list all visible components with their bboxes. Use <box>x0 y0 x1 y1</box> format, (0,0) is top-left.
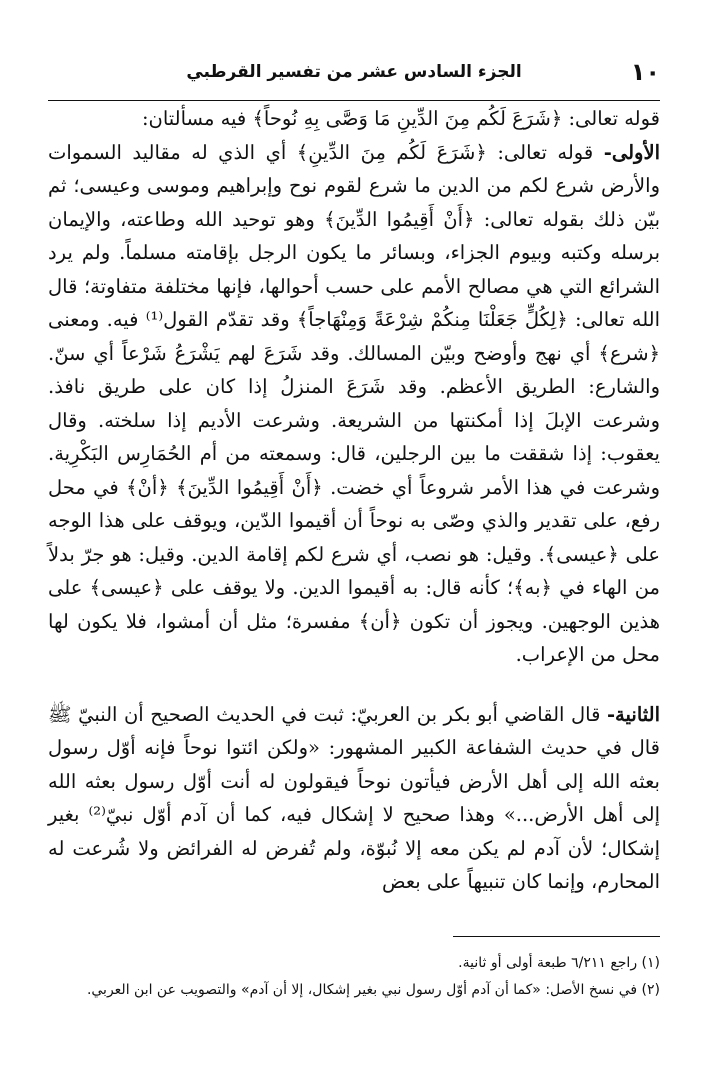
second-issue-paragraph <box>48 698 660 899</box>
footnote-1: (١) راجع ٦/٢١١ طبعة أولى أو ثانية. <box>458 955 660 971</box>
first-issue-paragraph <box>48 136 660 672</box>
first-issue-text: قوله تعالى: ﴿شَرَعَ لَكُم مِنَ الدِّينِ﴾ أي الذي له مقاليد السموات والأرض شرع لكم من الدين ما شرع لقوم نوح وإبراهيم وموسى وعيسى؛ ثم بيّن ذلك بقوله تعالى: ﴿أَنْ أَقِيمُوا الدِّينَ﴾ وهو توحيد الله وطاعته، والإيمان برسله وكتبه وبيوم الجزاء، وبسائر ما يكون الرجل بإقامته مسلماً. ولم يرد الشرائع التي هي مصالح الأمم على حسب أحوالها، فإنها مختلفة متفاوتة؛ قال الله تعالى: ﴿لِكُلٍّ جَعَلْنَا مِنكُمْ شِرْعَةً وَمِنْهَاجاً﴾ وقد تقدّم القول⁽¹⁾ فيه. ومعنى ﴿شرع﴾ أي نهج وأوضح وبيّن المسالك. وقد شَرَعَ لهم يَشْرَعُ شَرْعاً أي سنّ. والشارع: الطريق الأعظم. وقد شَرَعَ المنزلُ إذا كان على طريق نافذ. وشرعت الإبلَ إذا أمكنتها من الشريعة. وشرعت الأديم إذا سلخته. وقال يعقوب: إذا شققت ما بين الرجلين، قال: وسمعته من أم الحُمَارِس البَكْرِية. وشرعت في هذا الأمر شروعاً أي خضت. ﴿أَنْ أَقِيمُوا الدِّينَ﴾ ﴿أنْ﴾ في محل رفع، على تقدير والذي وصّى به نوحاً أن أقيموا الدّين، ويوقف على هذا الوجه على ﴿عيسى﴾. وقيل: هو نصب، أي شرع لكم إقامة الدين. وقيل: هو جرّ بدلاً من الهاء في ﴿به﴾؛ كأنه قال: به أقيموا الدين. ولا يوقف على ﴿عيسى﴾ على هذين الوجهين. ويجوز أن تكون ﴿أن﴾ مفسرة؛ مثل أن أمشوا، فلا يكون لها محل من الإعراب. <box>48 140 661 666</box>
second-issue-text: قال القاضي أبو بكر بن العربيّ: ثبت في الحديث الصحيح أن النبيّ ﷺ قال في حديث الشفاعة الكبير المشهور: «ولكن ائتوا نوحاً فإنه أوّل رسول بعثه الله إلى أهل الأرض فيأتون نوحاً فيقولون له أنت أوّل رسول بعثه الله إلى أهل الأرض...» وهذا صحيح لا إشكال فيه، كما أن آدم أوّل نبيّ⁽²⁾ بغير إشكال؛ لأن آدم لم يكن معه إلا نُبوّة، ولم تُفرض له الفرائض ولا شُرعت له المحارم، وإنما كان تنبيهاً على بعض <box>48 702 661 893</box>
footnote-rule <box>453 936 660 937</box>
main-text <box>48 102 660 899</box>
header-rule <box>48 100 660 101</box>
second-issue-label: الثانية- <box>606 702 660 726</box>
page-header <box>48 58 660 98</box>
footnotes <box>48 950 660 1004</box>
first-issue-label: الأولى- <box>603 140 661 164</box>
page-number: ١٠ <box>630 58 660 86</box>
intro-line: قوله تعالى: ﴿شَرَعَ لَكُم مِنَ الدِّينِ مَا وَصَّى بِهِ نُوحاً﴾ فيه مسألتان: <box>141 107 660 130</box>
running-title: الجزء السادس عشر من تفسير القرطبي <box>186 62 522 82</box>
footnote-2: (٢) في نسخ الأصل: «كما أن آدم أوّل رسول نبي بغير إشكال، إلا أن آدم» والتصويب عن ابن العربي. <box>86 982 660 998</box>
